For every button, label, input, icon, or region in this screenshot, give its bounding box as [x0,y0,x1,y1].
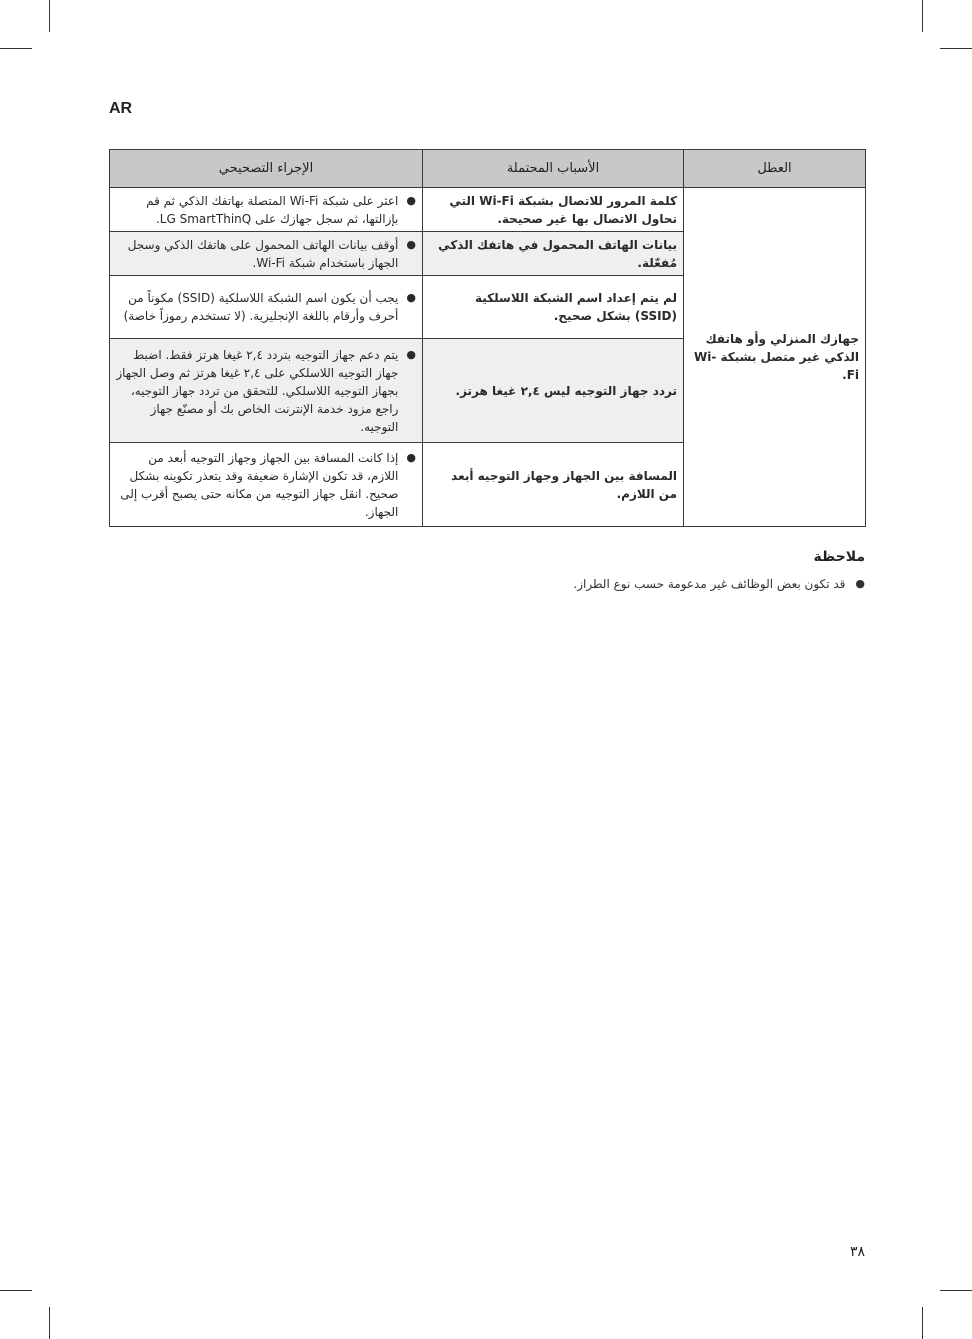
troubleshooting-table [109,149,866,527]
table-row [110,188,866,232]
cause-cell: المسافة بين الجهاز وجهاز التوجيه أبعد من اللازم. [423,443,684,527]
crop-mark [0,48,32,49]
cause-cell: كلمة المرور للاتصال بشبكة Wi-Fi التي تحاول الاتصال بها غير صحيحة. [423,188,684,232]
solution-text: إذا كانت المسافة بين الجهاز وجهاز التوجيه أبعد من اللازم، قد تكون الإشارة ضعيفة وقد يتعذر تكوينه بشكل صحيح. انقل جهاز التوجيه من مكانه حتى يصبح أقرب إلى الجهاز. [120,450,399,519]
solution-cell [110,443,423,527]
bullet-icon: ● [406,347,416,361]
notes-title: ملاحظة [813,549,865,565]
table-header-row [110,150,866,188]
crop-mark [922,1307,923,1339]
bullet-icon: ● [406,450,416,464]
header-solution: الإجراء التصحيحي [110,150,423,188]
bullet-icon: ● [406,291,416,304]
solution-item [116,449,416,521]
crop-mark [922,0,923,32]
page-number: ٣٨ [849,1244,865,1260]
note-item [365,577,865,591]
bullet-icon: ● [855,577,865,590]
solution-item [116,289,416,325]
solution-text: اعثر على شبكة Wi-Fi المتصلة بهاتفك الذكي ثم قم بإزالتها، ثم سجل جهازك على LG SmartThinQ. [146,193,399,226]
crop-mark [49,0,50,32]
solution-item [116,236,416,272]
bullet-icon: ● [406,237,416,251]
solution-item [116,192,416,228]
solution-item [116,346,416,436]
solution-cell [110,232,423,276]
crop-mark [49,1307,50,1339]
solution-text: أوقف بيانات الهاتف المحمول على هاتفك الذكي وسجل الجهاز باستخدام شبكة Wi-Fi. [127,237,399,270]
solution-cell [110,339,423,443]
header-cause: الأسباب المحتملة [423,150,684,188]
solution-text: يجب أن يكون اسم الشبكة اللاسلكية (SSID) مكوناً من أحرف وأرقام باللغة الإنجليزية. (لا تستخدم رموزاً خاصة) [123,291,399,323]
crop-mark [940,48,972,49]
solution-cell [110,276,423,339]
crop-mark [0,1290,32,1291]
crop-mark [940,1290,972,1291]
note-text: قد تكون بعض الوظائف غير مدعومة حسب نوع الطراز. [573,577,846,591]
language-code: AR [109,100,133,117]
header-problem: العطل [684,150,866,188]
solution-text: يتم دعم جهاز التوجيه بتردد ٢,٤ غيغا هرتز فقط. اضبط جهاز التوجيه اللاسلكي على ٢,٤ غيغا هرتز ثم وصل الجهاز بجهاز التوجيه اللاسلكي. للتحقق من تردد جهاز التوجيه، راجع مزود خدمة الإنترنت الخاص بك أو مصنّع جهاز التوجيه. [116,347,399,434]
cause-cell: لم يتم إعداد اسم الشبكة اللاسلكية (SSID) بشكل صحيح. [423,276,684,339]
problem-cell: جهازك المنزلي وأو هاتفك الذكي غير متصل بشبكة Wi-Fi. [684,188,866,527]
cause-cell: تردد جهاز التوجيه ليس ٢,٤ غيغا هرتز. [423,339,684,443]
solution-cell [110,188,423,232]
cause-cell: بيانات الهاتف المحمول في هاتفك الذكي مُفعّلة. [423,232,684,276]
bullet-icon: ● [406,193,416,207]
